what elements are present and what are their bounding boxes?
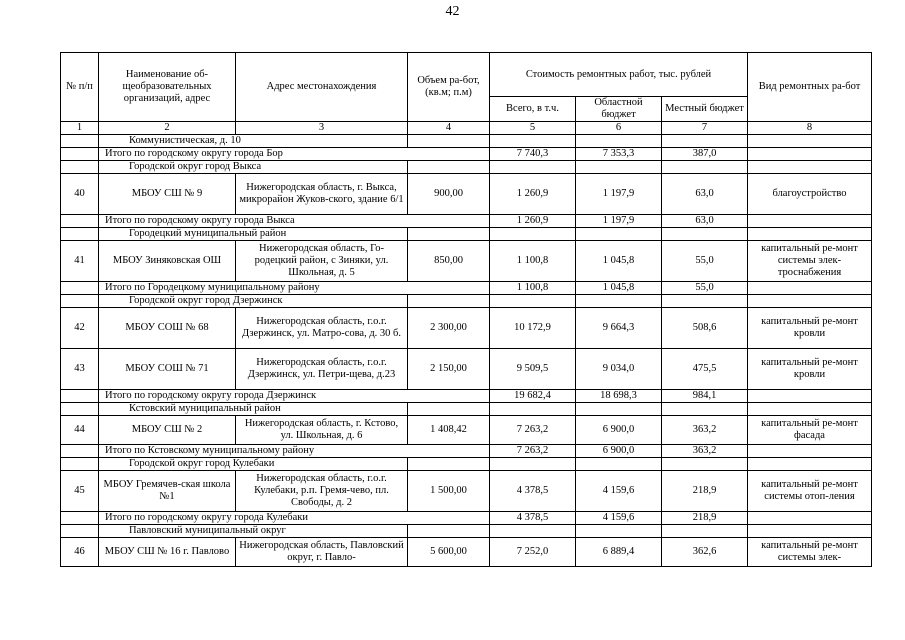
group-title: Кстовский муниципальный район <box>99 403 408 416</box>
school-name: МБОУ СШ № 9 <box>99 174 236 215</box>
cost-local: 508,6 <box>662 308 748 349</box>
empty-cell <box>61 148 99 161</box>
empty-cell <box>576 135 662 148</box>
subtotal-row <box>61 148 872 161</box>
header-regional: Областной бюджет <box>576 97 662 122</box>
group-row <box>61 228 872 241</box>
group-title: Коммунистическая, д. 10 <box>99 135 408 148</box>
empty-cell <box>490 161 576 174</box>
subtotal-row <box>61 512 872 525</box>
empty-cell <box>61 135 99 148</box>
empty-cell <box>748 403 872 416</box>
column-numbers-row <box>61 122 872 135</box>
repair-works-table <box>60 52 872 567</box>
group-row <box>61 135 872 148</box>
table-row <box>61 241 872 282</box>
subtotal-label: Итого по Кстовскому муниципальному району <box>99 445 490 458</box>
empty-cell <box>61 525 99 538</box>
cost-local: 362,6 <box>662 538 748 567</box>
cost-local: 218,9 <box>662 471 748 512</box>
repair-type: капитальный ре-монт системы элек- <box>748 538 872 567</box>
subtotal-row <box>61 282 872 295</box>
cost-local: 55,0 <box>662 241 748 282</box>
cost-local: 387,0 <box>662 148 748 161</box>
header-local: Местный бюджет <box>662 97 748 122</box>
header-type: Вид ремонтных ра-бот <box>748 53 872 122</box>
subtotal-label: Итого по городскому округу города Бор <box>99 148 490 161</box>
cost-local: 63,0 <box>662 215 748 228</box>
column-number: 6 <box>576 122 662 135</box>
school-name: МБОУ Гремячев-ская школа №1 <box>99 471 236 512</box>
column-number: 5 <box>490 122 576 135</box>
school-name: МБОУ Зиняковская ОШ <box>99 241 236 282</box>
row-number: 44 <box>61 416 99 445</box>
cost-regional: 6 900,0 <box>576 445 662 458</box>
empty-cell <box>61 445 99 458</box>
empty-cell <box>61 512 99 525</box>
empty-cell <box>490 458 576 471</box>
empty-cell <box>662 295 748 308</box>
empty-cell <box>408 295 490 308</box>
subtotal-label: Итого по городскому округу города Дзержинск <box>99 390 490 403</box>
empty-cell <box>748 390 872 403</box>
empty-cell <box>662 135 748 148</box>
cost-regional: 1 045,8 <box>576 241 662 282</box>
empty-cell <box>576 161 662 174</box>
cost-regional: 1 045,8 <box>576 282 662 295</box>
empty-cell <box>490 228 576 241</box>
group-row <box>61 458 872 471</box>
cost-total: 7 740,3 <box>490 148 576 161</box>
cost-local: 63,0 <box>662 174 748 215</box>
empty-cell <box>662 228 748 241</box>
group-title: Городской округ город Выкса <box>99 161 408 174</box>
header-address: Адрес местонахождения <box>236 53 408 122</box>
school-name: МБОУ СШ № 2 <box>99 416 236 445</box>
empty-cell <box>408 228 490 241</box>
school-address: Нижегородская область, г.о.г. Кулебаки, р.п. Гремя-чево, пл. Свободы, д. 2 <box>236 471 408 512</box>
cost-total: 9 509,5 <box>490 349 576 390</box>
header-cost: Стоимость ремонтных работ, тыс. рублей <box>490 53 748 97</box>
empty-cell <box>662 161 748 174</box>
empty-cell <box>490 135 576 148</box>
empty-cell <box>61 228 99 241</box>
column-number: 8 <box>748 122 872 135</box>
empty-cell <box>748 282 872 295</box>
table-row <box>61 416 872 445</box>
cost-regional: 1 197,9 <box>576 174 662 215</box>
cost-total: 1 260,9 <box>490 215 576 228</box>
repair-type: капитальный ре-монт системы элек-троснабжения <box>748 241 872 282</box>
cost-regional: 4 159,6 <box>576 512 662 525</box>
empty-cell <box>61 282 99 295</box>
empty-cell <box>61 215 99 228</box>
header-num: № п/п <box>61 53 99 122</box>
subtotal-row <box>61 390 872 403</box>
work-volume: 2 300,00 <box>408 308 490 349</box>
group-title: Павловский муниципальный округ <box>99 525 408 538</box>
cost-total: 19 682,4 <box>490 390 576 403</box>
school-address: Нижегородская область, г. Выкса, микрорайон Жуков-ского, здание 6/1 <box>236 174 408 215</box>
work-volume: 1 500,00 <box>408 471 490 512</box>
subtotal-label: Итого по городскому округу города Выкса <box>99 215 490 228</box>
group-title: Городецкий муниципальный район <box>99 228 408 241</box>
group-row <box>61 295 872 308</box>
cost-regional: 6 889,4 <box>576 538 662 567</box>
cost-total: 10 172,9 <box>490 308 576 349</box>
table-row <box>61 174 872 215</box>
row-number: 41 <box>61 241 99 282</box>
empty-cell <box>61 161 99 174</box>
table-row <box>61 308 872 349</box>
cost-local: 363,2 <box>662 445 748 458</box>
empty-cell <box>748 161 872 174</box>
column-number: 1 <box>61 122 99 135</box>
cost-regional: 18 698,3 <box>576 390 662 403</box>
empty-cell <box>61 458 99 471</box>
header-total: Всего, в т.ч. <box>490 97 576 122</box>
table-row <box>61 538 872 567</box>
cost-regional: 7 353,3 <box>576 148 662 161</box>
header-row <box>61 53 872 97</box>
cost-total: 4 378,5 <box>490 512 576 525</box>
subtotal-label: Итого по Городецкому муниципальному району <box>99 282 490 295</box>
empty-cell <box>490 525 576 538</box>
empty-cell <box>576 295 662 308</box>
repair-type: капитальный ре-монт кровли <box>748 308 872 349</box>
empty-cell <box>748 148 872 161</box>
cost-total: 1 260,9 <box>490 174 576 215</box>
empty-cell <box>662 458 748 471</box>
empty-cell <box>576 458 662 471</box>
subtotal-label: Итого по городскому округу города Кулебаки <box>99 512 490 525</box>
cost-regional: 9 034,0 <box>576 349 662 390</box>
empty-cell <box>748 135 872 148</box>
empty-cell <box>490 295 576 308</box>
repair-type: благоустройство <box>748 174 872 215</box>
empty-cell <box>576 228 662 241</box>
row-number: 46 <box>61 538 99 567</box>
school-name: МБОУ СШ № 16 г. Павлово <box>99 538 236 567</box>
cost-local: 55,0 <box>662 282 748 295</box>
header-volume: Объем ра-бот, (кв.м; п.м) <box>408 53 490 122</box>
empty-cell <box>748 215 872 228</box>
empty-cell <box>61 295 99 308</box>
table-row <box>61 349 872 390</box>
work-volume: 5 600,00 <box>408 538 490 567</box>
school-address: Нижегородская область, г.о.г. Дзержинск, ул. Матро-сова, д. 30 б. <box>236 308 408 349</box>
row-number: 43 <box>61 349 99 390</box>
empty-cell <box>408 135 490 148</box>
cost-local: 363,2 <box>662 416 748 445</box>
column-number: 4 <box>408 122 490 135</box>
empty-cell <box>662 525 748 538</box>
cost-total: 7 263,2 <box>490 445 576 458</box>
school-address: Нижегородская область, г. Кстово, ул. Школьная, д. 6 <box>236 416 408 445</box>
empty-cell <box>408 403 490 416</box>
empty-cell <box>748 512 872 525</box>
empty-cell <box>748 525 872 538</box>
table-row <box>61 471 872 512</box>
repair-type: капитальный ре-монт системы отоп-ления <box>748 471 872 512</box>
empty-cell <box>61 390 99 403</box>
column-number: 2 <box>99 122 236 135</box>
cost-local: 475,5 <box>662 349 748 390</box>
row-number: 45 <box>61 471 99 512</box>
work-volume: 2 150,00 <box>408 349 490 390</box>
empty-cell <box>490 403 576 416</box>
page-number: 42 <box>445 4 460 19</box>
work-volume: 900,00 <box>408 174 490 215</box>
empty-cell <box>576 403 662 416</box>
group-title: Городской округ город Кулебаки <box>99 458 408 471</box>
subtotal-row <box>61 215 872 228</box>
school-address: Нижегородская область, Го-родецкий район, с Зиняки, ул. Школьная, д. 5 <box>236 241 408 282</box>
empty-cell <box>748 445 872 458</box>
column-number: 3 <box>236 122 408 135</box>
school-name: МБОУ СОШ № 71 <box>99 349 236 390</box>
group-row <box>61 161 872 174</box>
school-name: МБОУ СОШ № 68 <box>99 308 236 349</box>
empty-cell <box>748 458 872 471</box>
empty-cell <box>61 403 99 416</box>
row-number: 42 <box>61 308 99 349</box>
empty-cell <box>662 403 748 416</box>
school-address: Нижегородская область, г.о.г. Дзержинск, ул. Петри-щева, д.23 <box>236 349 408 390</box>
column-number: 7 <box>662 122 748 135</box>
cost-local: 218,9 <box>662 512 748 525</box>
work-volume: 850,00 <box>408 241 490 282</box>
cost-local: 984,1 <box>662 390 748 403</box>
cost-total: 1 100,8 <box>490 241 576 282</box>
cost-regional: 4 159,6 <box>576 471 662 512</box>
row-number: 40 <box>61 174 99 215</box>
cost-regional: 6 900,0 <box>576 416 662 445</box>
empty-cell <box>576 525 662 538</box>
repair-type: капитальный ре-монт фасада <box>748 416 872 445</box>
cost-regional: 9 664,3 <box>576 308 662 349</box>
cost-total: 4 378,5 <box>490 471 576 512</box>
empty-cell <box>408 161 490 174</box>
header-name: Наименование об-щеобразовательных организаций, адрес <box>99 53 236 122</box>
repair-type: капитальный ре-монт кровли <box>748 349 872 390</box>
cost-total: 7 263,2 <box>490 416 576 445</box>
school-address: Нижегородская область, Павловский округ, г. Павло- <box>236 538 408 567</box>
subtotal-row <box>61 445 872 458</box>
empty-cell <box>408 458 490 471</box>
group-row <box>61 525 872 538</box>
empty-cell <box>748 295 872 308</box>
cost-total: 1 100,8 <box>490 282 576 295</box>
empty-cell <box>748 228 872 241</box>
cost-total: 7 252,0 <box>490 538 576 567</box>
group-row <box>61 403 872 416</box>
cost-regional: 1 197,9 <box>576 215 662 228</box>
work-volume: 1 408,42 <box>408 416 490 445</box>
group-title: Городской округ город Дзержинск <box>99 295 408 308</box>
empty-cell <box>408 525 490 538</box>
